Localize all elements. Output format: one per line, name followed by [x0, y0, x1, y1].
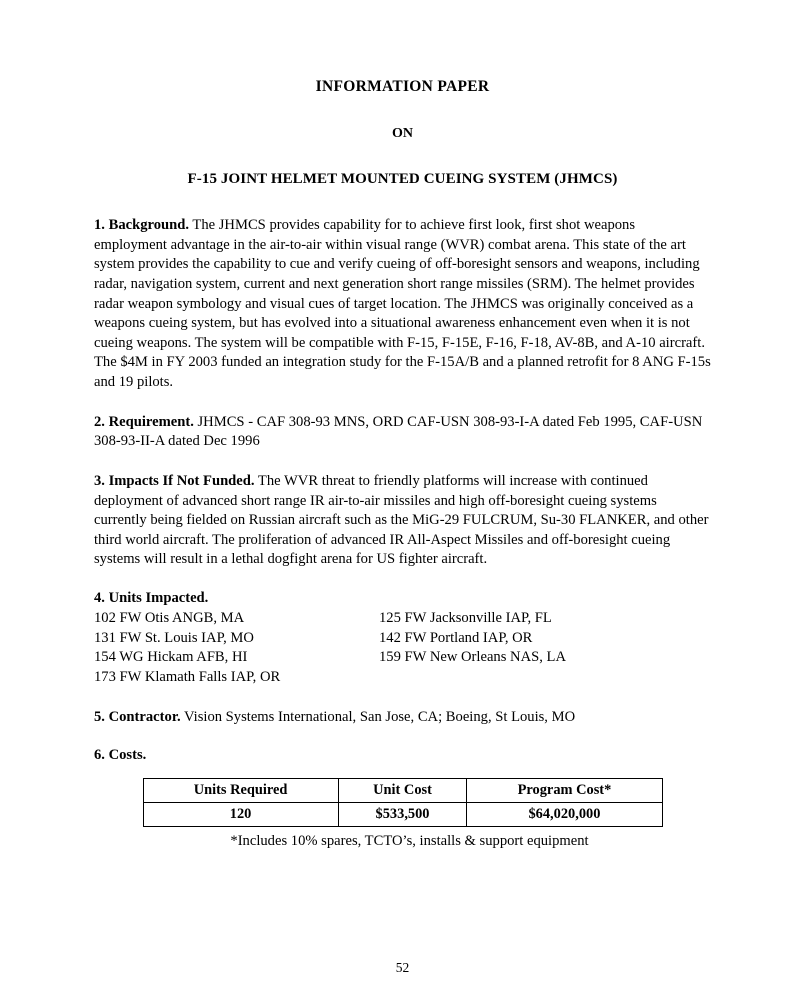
- costs-table-note: *Includes 10% spares, TCTO’s, installs & support equipment: [230, 833, 589, 850]
- unit-entry: [379, 668, 711, 688]
- units-impacted-list: [94, 609, 711, 688]
- column-header-unit-cost: Unit Cost: [338, 779, 467, 803]
- unit-entry: 125 FW Jacksonville IAP, FL: [379, 610, 552, 626]
- units-row: [94, 609, 711, 629]
- section-background-body: The JHMCS provides capability for to achieve first look, first shot weapons employment advantage in the air-to-air within visual range (WVR) combat arena. This state of the art system provides the capability to cue and verify cueing of off-boresight sensors and weapons, including radar, navigation system, current and next generation short range missiles (SRM). The helmet provides radar weapon symbology and visual cues of target location. The JHMCS was originally conceived as a weapons cueing system, but has evolved into a situational awareness enhancement even when it is not cueing weapons. The system will be compatible with F-15, F-15E, F-16, F-18, AV-8B, and A-10 aircraft. The $4M in FY 2003 funded an integration study for the F-15A/B and a planned retrofit for 8 ANG F-15s and 19 pilots.: [94, 217, 711, 390]
- unit-entry: 131 FW St. Louis IAP, MO: [94, 629, 254, 646]
- section-units-impacted-heading: 4. Units Impacted.: [94, 590, 209, 606]
- units-row: [94, 629, 711, 649]
- page-title: INFORMATION PAPER: [315, 78, 490, 95]
- unit-entry: 102 FW Otis ANGB, MA: [94, 610, 245, 626]
- section-contractor: [94, 708, 711, 728]
- section-requirement: [94, 413, 711, 452]
- cell-program-cost: $64,020,000: [467, 803, 662, 827]
- column-header-program-cost: Program Cost*: [467, 779, 662, 803]
- table-header-row: [143, 779, 662, 803]
- units-row: [94, 648, 711, 668]
- section-requirement-heading: 2. Requirement.: [94, 413, 194, 430]
- unit-entry: 154 WG Hickam AFB, HI: [94, 649, 248, 666]
- costs-table-wrapper: [94, 778, 711, 827]
- column-header-units-required: Units Required: [143, 779, 338, 803]
- section-impacts-body: The WVR threat to friendly platforms will increase with continued deployment of advanced short range IR air-to-air missiles and high off-boresight cueing systems currently being fielded on Russian aircraft such as the MiG-29 FULCRUM, Su-30 FLANKER, and other third world aircraft. The proliferation of advanced IR All-Aspect Missiles and off-boresight cueing systems will result in a lethal dogfight arena for US fighter aircraft.: [94, 472, 709, 568]
- table-row: [143, 803, 662, 827]
- section-background-heading: 1. Background.: [94, 217, 190, 233]
- section-impacts-if-not-funded: [94, 472, 711, 570]
- section-contractor-body: Vision Systems International, San Jose, CA; Boeing, St Louis, MO: [180, 708, 576, 725]
- unit-entry: 173 FW Klamath Falls IAP, OR: [94, 668, 281, 685]
- cell-units-required: 120: [143, 803, 338, 827]
- unit-entry: 159 FW New Orleans NAS, LA: [379, 649, 566, 666]
- title-on-label: ON: [392, 126, 413, 141]
- title-block: [94, 78, 711, 188]
- costs-table: [143, 778, 663, 827]
- units-row: [94, 668, 711, 688]
- document-subject: F-15 JOINT HELMET MOUNTED CUEING SYSTEM (JHMCS): [187, 171, 618, 187]
- page-number: 52: [395, 960, 410, 975]
- section-contractor-heading: 5. Contractor.: [94, 708, 181, 725]
- section-requirement-body: JHMCS - CAF 308-93 MNS, ORD CAF-USN 308-93-I-A dated Feb 1995, CAF-USN 308-93-II-A dated Dec 1996: [94, 413, 703, 450]
- section-impacts-heading: 3. Impacts If Not Funded.: [94, 472, 255, 489]
- cell-unit-cost: $533,500: [338, 803, 467, 827]
- unit-entry: 142 FW Portland IAP, OR: [379, 629, 533, 646]
- section-background: [94, 216, 711, 393]
- section-costs-heading: 6. Costs.: [94, 747, 147, 764]
